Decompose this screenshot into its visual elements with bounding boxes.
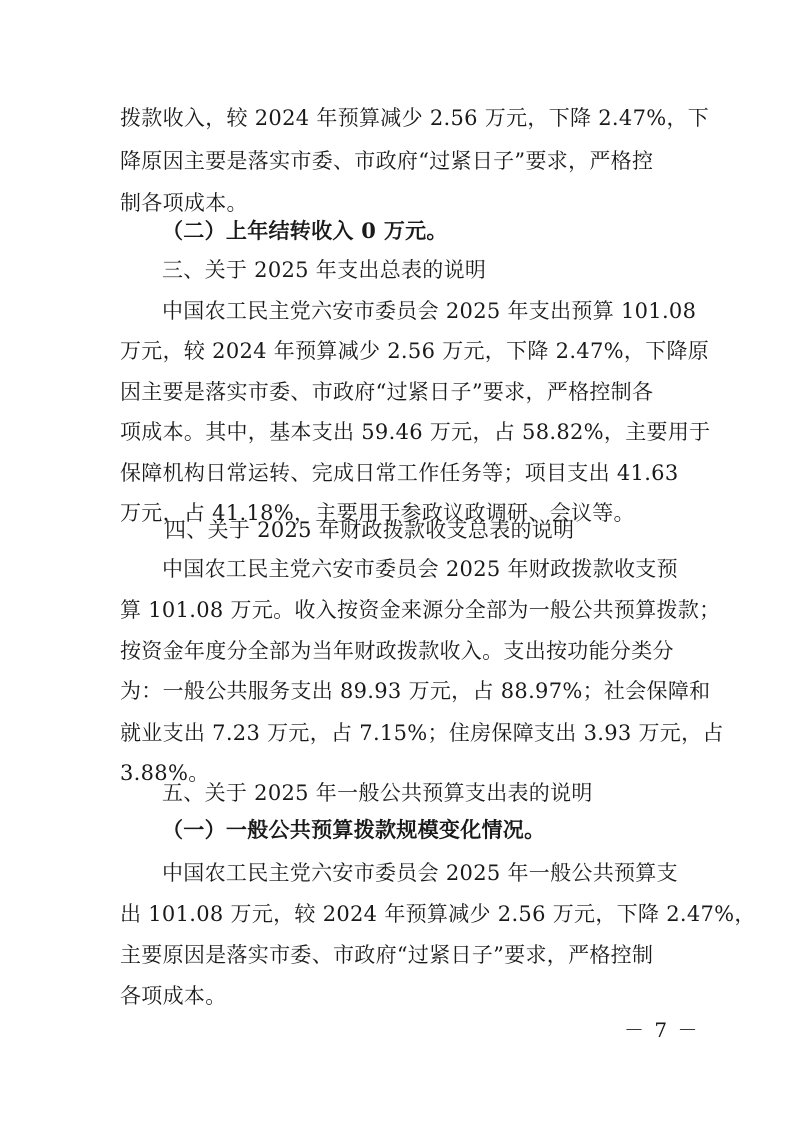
paragraph-line: 出 101.08 万元，较 2024 年预算减少 2.56 万元，下降 2.47%， <box>120 902 756 926</box>
paragraph-line: 降原因主要是落实市委、市政府“过紧日子”要求，严格控 <box>120 149 654 173</box>
subsection-heading: （一）一般公共预算拨款规模变化情况。 <box>162 817 546 842</box>
paragraph-line: 拨款收入，较 2024 年预算减少 2.56 万元，下降 2.47%，下 <box>120 106 710 130</box>
paragraph-line: 中国农工民主党六安市委员会 2025 年支出预算 101.08 <box>162 299 697 323</box>
paragraph-line: 万元，占 41.18%，主要用于参政议政调研、会议等。 <box>120 501 635 525</box>
paragraph-line: 因主要是落实市委、市政府“过紧日子”要求，严格控制各 <box>120 380 654 404</box>
paragraph-line: 3.88%。 <box>120 761 210 785</box>
section-heading: 三、关于 2025 年支出总表的说明 <box>162 258 487 282</box>
paragraph-line: 保障机构日常运转、完成日常工作任务等；项目支出 41.63 <box>120 461 679 485</box>
paragraph-line: 算 101.08 万元。收入按资金来源分全部为一般公共预算拨款； <box>120 598 721 622</box>
paragraph-line: 项成本。其中，基本支出 59.46 万元，占 58.82%，主要用于 <box>120 420 711 444</box>
paragraph-line: 为：一般公共服务支出 89.93 万元，占 88.97%；社会保障和 <box>120 679 711 703</box>
section-heading: 五、关于 2025 年一般公共预算支出表的说明 <box>162 781 593 805</box>
subsection-heading: （二）上年结转收入 0 万元。 <box>162 218 448 243</box>
page-number: － 7 － <box>624 1018 700 1042</box>
section-heading: 四、关于 2025 年财政拨款收支总表的说明 <box>165 518 575 542</box>
paragraph-line: 万元，较 2024 年预算减少 2.56 万元，下降 2.47%，下降原 <box>120 339 710 363</box>
paragraph-line: 中国农工民主党六安市委员会 2025 年一般公共预算支 <box>162 861 678 885</box>
paragraph-line: 按资金年度分全部为当年财政拨款收入。支出按功能分类分 <box>120 639 674 663</box>
paragraph-line: 制各项成本。 <box>120 191 248 215</box>
paragraph-line: 中国农工民主党六安市委员会 2025 年财政拨款收支预 <box>162 557 678 581</box>
paragraph-line: 主要原因是落实市委、市政府“过紧日子”要求，严格控制 <box>120 943 654 967</box>
paragraph-line: 各项成本。 <box>120 984 227 1008</box>
paragraph-line: 就业支出 7.23 万元，占 7.15%；住房保障支出 3.93 万元，占 <box>120 721 724 745</box>
